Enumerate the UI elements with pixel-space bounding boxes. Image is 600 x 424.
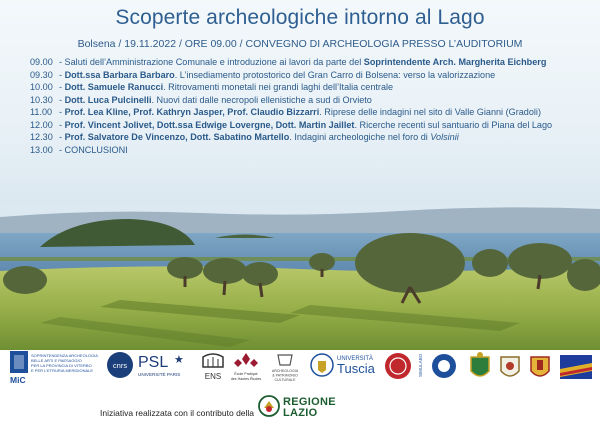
program-time: 12.00 — [30, 119, 53, 130]
speaker-names: Prof. Salvatore De Vincenzo, Dott. Sabatino Martello — [64, 132, 290, 142]
svg-text:ENS: ENS — [204, 372, 222, 381]
talk-title: . Nuovi dati dalle necropoli ellenistiche a sud di Orvieto — [151, 94, 372, 105]
svg-text:E PER L’ETRURIA MERIDIONALE: E PER L’ETRURIA MERIDIONALE — [31, 368, 94, 373]
svg-text:BELLE ARTI E PAESAGGIO: BELLE ARTI E PAESAGGIO — [31, 358, 82, 363]
red-seal-logo — [383, 351, 413, 385]
svg-text:PSL: PSL — [138, 354, 169, 371]
program-item — [30, 56, 600, 69]
mic-label: MiC — [10, 375, 26, 385]
speaker-names: Soprintendente Arch. Margherita Eichberg — [363, 57, 547, 67]
program-item — [30, 144, 600, 157]
lake-landscape-photo — [0, 205, 600, 350]
partner-logos — [0, 351, 600, 391]
program-time: 12.30 — [30, 132, 53, 142]
municipal-crest-3 — [528, 351, 552, 385]
funding-credit: Iniziativa realizzata con il contributo della — [100, 408, 255, 418]
talk-title: . Indagini archeologiche nel foro di — [289, 132, 431, 142]
regione-lazio-logo — [283, 397, 336, 419]
program-text: - — [59, 132, 65, 142]
speaker-names: Dott. Luca Pulcinelli — [64, 94, 152, 105]
psl-logo — [138, 351, 198, 385]
program-text: - — [59, 119, 65, 130]
speaker-names: Prof. Vincent Jolivet, Dott.ssa Edwige Lovergne, Dott. Martin Jaillet — [64, 119, 355, 130]
svg-text:SOPRINTENDENZA ARCHEOLOGIA: SOPRINTENDENZA ARCHEOLOGIA — [31, 353, 98, 358]
ephe-logo — [228, 351, 264, 385]
simulabo-logo — [416, 351, 460, 385]
talk-title: . Ritrovamenti monetali nei grandi laghi dell’Italia centrale — [163, 82, 394, 92]
program-item — [30, 69, 600, 82]
svg-text:& PATRIMONIO: & PATRIMONIO — [272, 373, 298, 378]
svg-text:PER LA PROVINCIA DI VITERBO: PER LA PROVINCIA DI VITERBO — [31, 363, 92, 368]
speaker-names: Prof. Lea Kline, Prof. Kathryn Jasper, Prof. Claudio Bizzarri — [64, 107, 320, 117]
program-text: - — [59, 94, 65, 105]
program-text: - — [59, 82, 65, 92]
event-details: Bolsena / 19.11.2022 / ORE 09.00 / CONVEGNO DI ARCHEOLOGIA PRESSO L’AUDITORIUM — [77, 38, 523, 50]
archeologia-patrimonio-logo — [266, 351, 304, 385]
svg-text:UNIVERSITÀ: UNIVERSITÀ — [337, 356, 374, 362]
program-time: 09.00 — [30, 57, 53, 67]
speaker-names: Dott. Samuele Ranucci — [64, 82, 164, 92]
regione-lazio-emblem-icon — [258, 395, 280, 417]
program-item — [30, 94, 600, 107]
svg-text:CULTURALE: CULTURALE — [274, 378, 296, 382]
program-time: 13.00 — [30, 144, 53, 155]
program-time: 11.00 — [30, 107, 53, 117]
program-item — [30, 106, 600, 119]
program-time: 09.30 — [30, 69, 53, 80]
flag-logo — [558, 351, 594, 385]
poster-title: Scoperte archeologiche intorno al Lago — [115, 6, 485, 29]
ens-logo — [200, 351, 226, 385]
svg-text:UNIVERSITÉ PARIS: UNIVERSITÉ PARIS — [138, 372, 181, 377]
lazio-label: LAZIO — [283, 407, 318, 419]
universita-tuscia-logo — [310, 351, 378, 385]
mic-soprintendenza-logo — [10, 351, 102, 385]
svg-text:École Pratique: École Pratique — [234, 372, 258, 376]
program-text: - CONCLUSIONI — [59, 144, 128, 155]
program-item — [30, 131, 600, 144]
talk-title: . L’insediamento protostorico del Gran Carro di Bolsena: verso la valorizzazione — [174, 69, 496, 80]
speaker-names: Dott.ssa Barbara Barbaro — [64, 69, 175, 80]
program-time: 10.30 — [30, 94, 53, 105]
regione-label: REGIONE — [283, 396, 336, 408]
cnrs-logo — [106, 351, 134, 381]
municipal-crest-2 — [498, 351, 522, 385]
svg-text:SIMULABO: SIMULABO — [418, 353, 423, 377]
program-item — [30, 81, 600, 94]
svg-text:ARCHEOLOGIA: ARCHEOLOGIA — [271, 369, 299, 373]
program-time: 10.00 — [30, 82, 53, 92]
program-text: - Saluti dell’Amministrazione Comunale e introduzione ai lavori da parte del — [59, 57, 364, 67]
program-text: - — [59, 69, 65, 80]
talk-title-italic: Volsinii — [430, 132, 459, 142]
municipal-crest-1 — [468, 351, 492, 385]
talk-title: . Ricerche recenti sul santuario di Piana del Lago — [354, 119, 553, 130]
talk-title: . Riprese delle indagini nel sito di Valle Gianni (Gradoli) — [319, 107, 541, 117]
program-list — [30, 56, 600, 156]
svg-text:★: ★ — [174, 354, 184, 366]
program-text: - — [59, 107, 65, 117]
program-item — [30, 119, 600, 132]
svg-text:Tuscia: Tuscia — [337, 361, 375, 376]
svg-text:cnrs: cnrs — [112, 361, 128, 370]
svg-text:des Hautes Études: des Hautes Études — [230, 377, 262, 381]
